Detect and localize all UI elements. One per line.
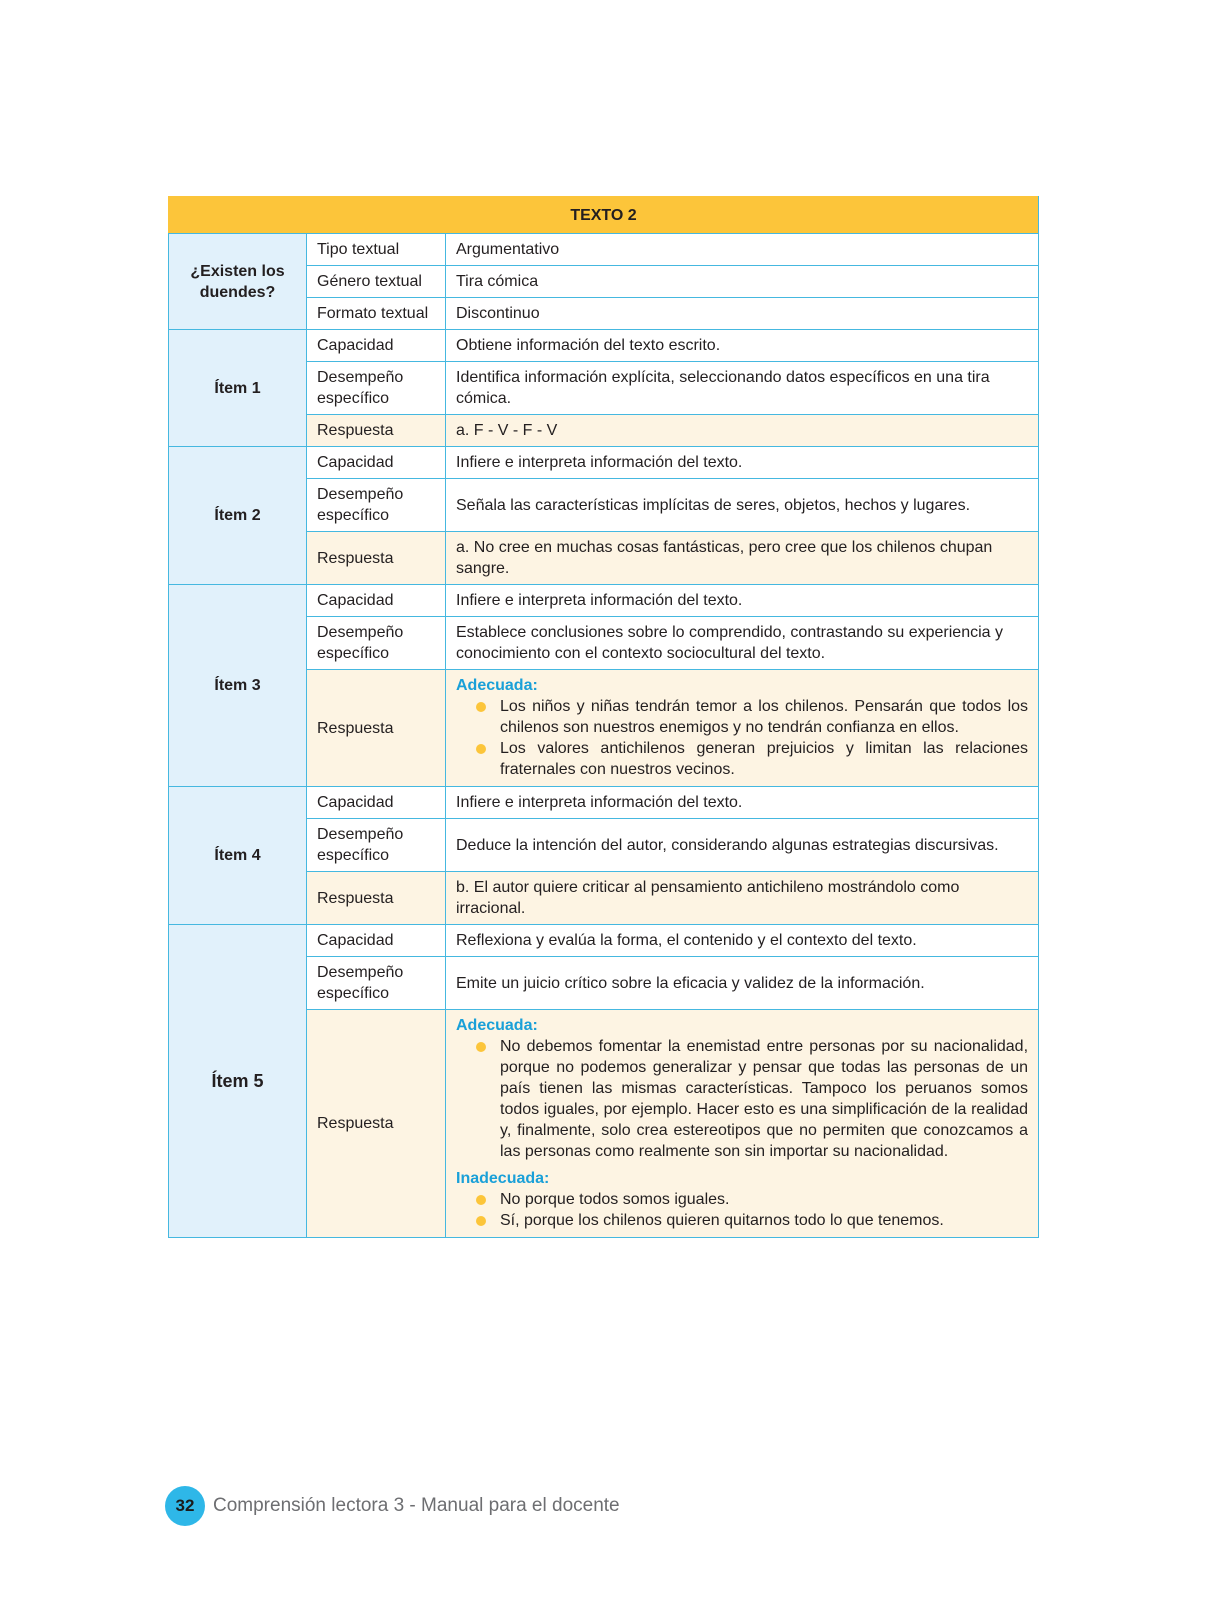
meta-value: Discontinuo [446, 298, 1039, 330]
footer-title: Comprensión lectora 3 - Manual para el docente [213, 1495, 620, 1516]
item-2-label: Ítem 2 [169, 447, 307, 585]
item-3-label: Ítem 3 [169, 585, 307, 787]
page-number: 32 [165, 1486, 205, 1526]
desempeno-label: Desempeño específico [307, 617, 446, 670]
list-item: Los valores antichilenos generan prejuicios y limitan las relaciones fraternales con nuestros vecinos. [472, 738, 1028, 780]
respuesta-label: Respuesta [307, 415, 446, 447]
item-5-respuesta [446, 1010, 1039, 1238]
desempeno-label: Desempeño específico [307, 479, 446, 532]
capacidad-label: Capacidad [307, 925, 446, 957]
list-item: No debemos fomentar la enemistad entre personas por su nacionalidad, porque no podemos generalizar y pensar que todas las personas de un país tienen las mismas características. Tampoco los peruanos somos todos iguales, por ejemplo. Hacer esto es una simplificación de la realidad y, finalmente, solo crea estereotipos que no permiten que conozcamos a las personas como realmente son sin importar su nacionalidad. [472, 1036, 1028, 1162]
item-1-label: Ítem 1 [169, 330, 307, 447]
meta-label: Género textual [307, 266, 446, 298]
capacidad-label: Capacidad [307, 447, 446, 479]
item-5-desempeno: Emite un juicio crítico sobre la eficacia y validez de la información. [446, 957, 1039, 1010]
item-3-desempeno: Establece conclusiones sobre lo comprendido, contrastando su experiencia y conocimiento con el contexto sociocultural del texto. [446, 617, 1039, 670]
page-footer [165, 1486, 620, 1526]
adecuada-label: Adecuada: [456, 1017, 538, 1034]
capacidad-label: Capacidad [307, 330, 446, 362]
list-item: Los niños y niñas tendrán temor a los chilenos. Pensarán que todos los chilenos son nuestros enemigos y no tendrán confianza en ellos. [472, 696, 1028, 738]
adecuada-label: Adecuada: [456, 677, 538, 694]
meta-label: Formato textual [307, 298, 446, 330]
table-header: TEXTO 2 [169, 197, 1039, 234]
item-5-capacidad: Reflexiona y evalúa la forma, el contenido y el contexto del texto. [446, 925, 1039, 957]
item-4-desempeno: Deduce la intención del autor, considerando algunas estrategias discursivas. [446, 819, 1039, 872]
list-item: Sí, porque los chilenos quieren quitarnos todo lo que tenemos. [472, 1210, 1028, 1231]
item-2-respuesta: a. No cree en muchas cosas fantásticas, pero cree que los chilenos chupan sangre. [446, 532, 1039, 585]
inadecuada-label: Inadecuada: [456, 1170, 550, 1187]
capacidad-label: Capacidad [307, 585, 446, 617]
respuesta-label: Respuesta [307, 872, 446, 925]
desempeno-label: Desempeño específico [307, 819, 446, 872]
respuesta-label: Respuesta [307, 532, 446, 585]
list-item: No porque todos somos iguales. [472, 1189, 1028, 1210]
item-1-desempeno: Identifica información explícita, seleccionando datos específicos en una tira cómica. [446, 362, 1039, 415]
item-1-respuesta: a. F - V - F - V [446, 415, 1039, 447]
adecuada-list [456, 696, 1028, 780]
text-title: ¿Existen los duendes? [169, 234, 307, 330]
item-5-label: Ítem 5 [169, 925, 307, 1238]
adecuada-list [456, 1036, 1028, 1162]
respuesta-label: Respuesta [307, 1010, 446, 1238]
meta-label: Tipo textual [307, 234, 446, 266]
item-2-desempeno: Señala las características implícitas de seres, objetos, hechos y lugares. [446, 479, 1039, 532]
evaluation-table [168, 196, 1039, 1238]
item-4-respuesta: b. El autor quiere criticar al pensamiento antichileno mostrándolo como irracional. [446, 872, 1039, 925]
item-2-capacidad: Infiere e interpreta información del texto. [446, 447, 1039, 479]
item-3-capacidad: Infiere e interpreta información del texto. [446, 585, 1039, 617]
capacidad-label: Capacidad [307, 787, 446, 819]
meta-value: Tira cómica [446, 266, 1039, 298]
inadecuada-list [456, 1189, 1028, 1231]
item-1-capacidad: Obtiene información del texto escrito. [446, 330, 1039, 362]
respuesta-label: Respuesta [307, 670, 446, 787]
item-4-capacidad: Infiere e interpreta información del texto. [446, 787, 1039, 819]
meta-value: Argumentativo [446, 234, 1039, 266]
item-4-label: Ítem 4 [169, 787, 307, 925]
item-3-respuesta [446, 670, 1039, 787]
desempeno-label: Desempeño específico [307, 362, 446, 415]
desempeno-label: Desempeño específico [307, 957, 446, 1010]
